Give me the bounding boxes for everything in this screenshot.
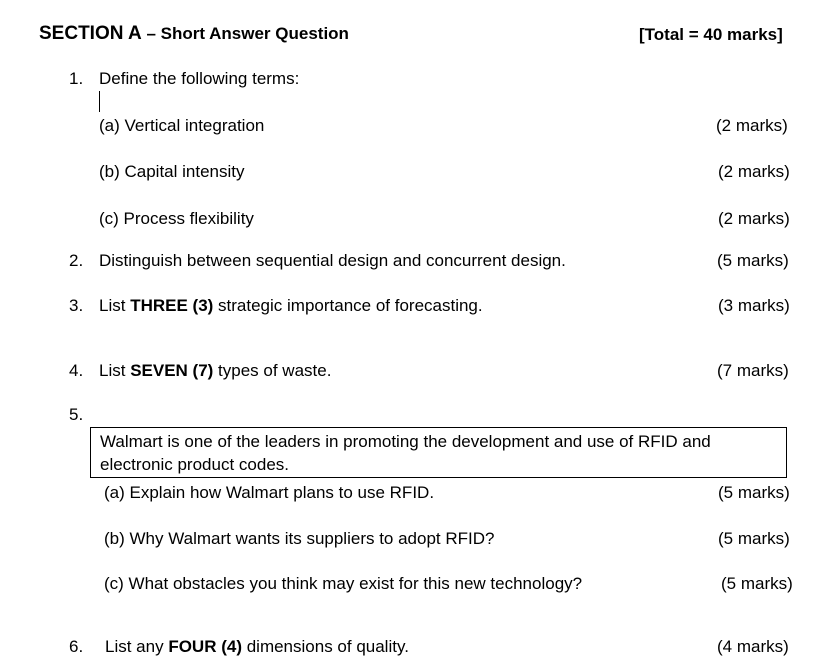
question-1-text: Define the following terms: [99,69,300,88]
question-5a-text: (a) Explain how Walmart plans to use RFID. [104,483,435,502]
question-2-number: 2. [69,251,84,270]
case-study-text: Walmart is one of the leaders in promoting the development and use of RFID and electronic product codes. [100,432,711,474]
question-1c-marks: (2 marks) [718,209,790,228]
question-6-text-bold: FOUR (4) [168,637,242,656]
section-heading [39,24,349,44]
question-1c-text: (c) Process flexibility [99,209,254,228]
text-cursor [99,91,100,112]
section-subtitle: Short Answer Question [160,24,349,43]
question-6-number: 6. [69,637,84,656]
case-study-box [90,427,787,478]
question-4-marks: (7 marks) [717,361,789,380]
question-1b-text: (b) Capital intensity [99,162,245,181]
question-4-text [99,361,331,381]
question-3-text-post: strategic importance of forecasting. [213,296,483,315]
question-4-text-pre: List [99,361,131,380]
question-1a-marks: (2 marks) [716,116,788,135]
question-5c-marks: (5 marks) [721,574,793,593]
question-6-text-pre: List any [105,637,169,656]
question-3-text [99,296,483,316]
section-dash: – [141,24,161,43]
question-4-text-post: types of waste. [213,361,332,380]
question-1a-text: (a) Vertical integration [99,116,265,135]
question-5c-text: (c) What obstacles you think may exist for this new technology? [104,574,583,593]
question-6-text [105,637,409,657]
question-3-number: 3. [69,296,84,315]
question-5b-marks: (5 marks) [718,529,790,548]
question-2-marks: (5 marks) [717,251,789,270]
question-3-text-bold: THREE (3) [130,296,214,315]
question-5b-text: (b) Why Walmart wants its suppliers to adopt RFID? [104,529,495,548]
question-6-text-post: dimensions of quality. [241,637,409,656]
question-4-text-bold: SEVEN (7) [130,361,214,380]
question-1-number: 1. [69,69,84,88]
section-title: SECTION A [39,23,142,44]
question-3-text-pre: List [99,296,131,315]
question-2-text: Distinguish between sequential design and concurrent design. [99,251,566,270]
question-1b-marks: (2 marks) [718,162,790,181]
question-4-number: 4. [69,361,84,380]
question-5a-marks: (5 marks) [718,483,790,502]
question-3-marks: (3 marks) [718,296,790,315]
question-5-number: 5. [69,405,84,424]
question-6-marks: (4 marks) [717,637,789,656]
section-total-marks: [Total = 40 marks] [639,25,783,44]
